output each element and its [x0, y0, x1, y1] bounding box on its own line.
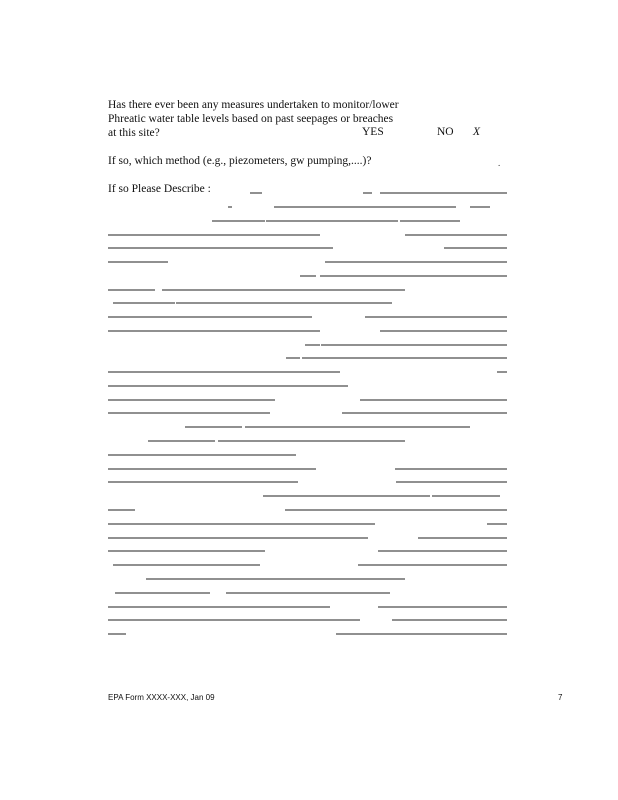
question-line-2: Phreatic water table levels based on past seepages or breaches — [108, 113, 394, 125]
page-number: 7 — [558, 693, 563, 702]
question-line-1: Has there ever been any measures undertaken to monitor/lower — [108, 99, 399, 111]
question-line-3: at this site? — [108, 127, 160, 139]
selected-mark: X — [473, 126, 481, 138]
form-id: EPA Form XXXX-XXX, Jan 09 — [108, 693, 215, 702]
stray-dot: . — [498, 158, 501, 168]
no-option[interactable]: NO — [437, 126, 454, 138]
describe-label: If so Please Describe : — [108, 183, 211, 195]
yes-option[interactable]: YES — [362, 126, 384, 138]
method-prompt: If so, which method (e.g., piezometers, gw pumping,....)? — [108, 155, 372, 167]
